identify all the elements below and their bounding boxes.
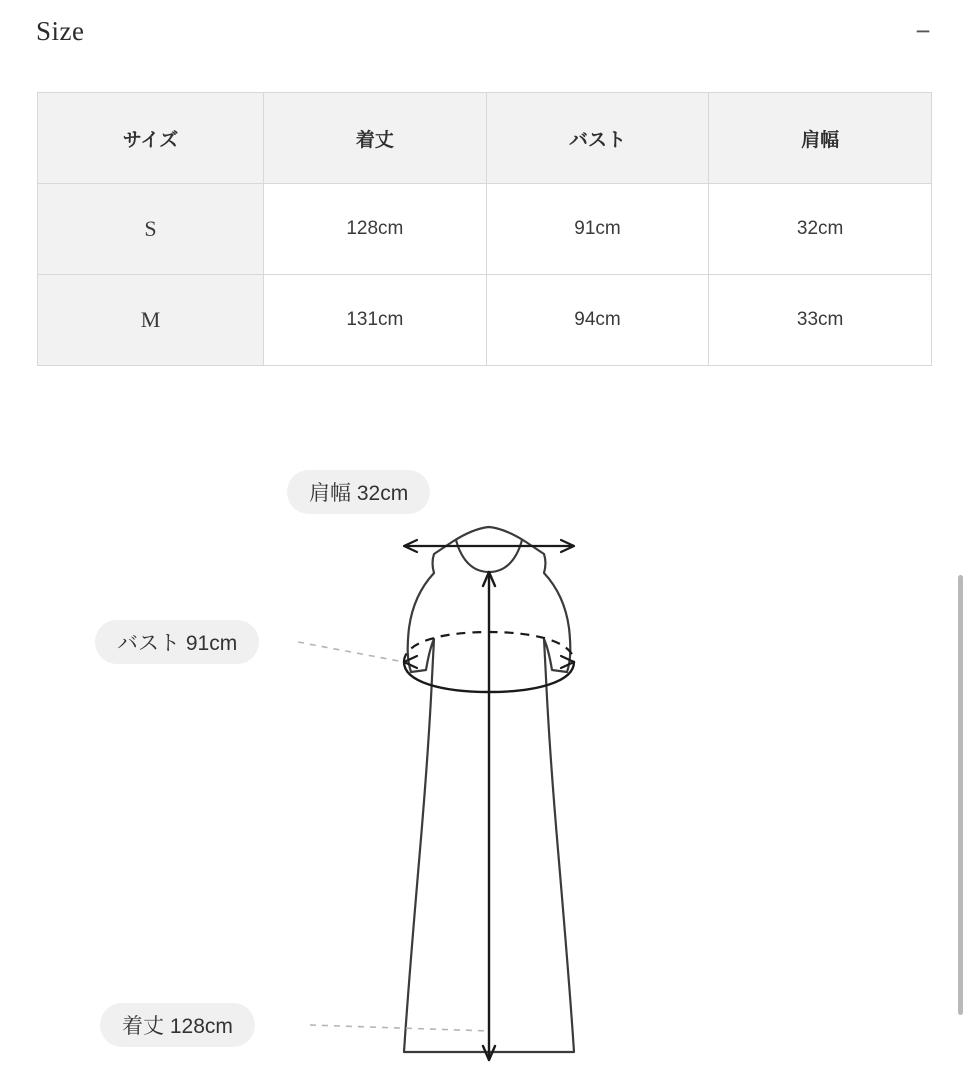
scrollbar-thumb[interactable] — [958, 575, 963, 1015]
callout-shoulder-width: 肩幅 32cm — [287, 470, 430, 514]
cell-length-s: 128cm — [264, 184, 487, 275]
table-row — [38, 275, 932, 366]
cell-shoulder-s: 32cm — [709, 184, 932, 275]
size-table-head — [38, 93, 932, 184]
size-table-body — [38, 184, 932, 366]
size-section-header — [0, 0, 970, 62]
minus-icon[interactable]: − — [915, 16, 931, 46]
column-header-length: 着丈 — [264, 93, 487, 184]
column-header-bust: バスト — [486, 93, 709, 184]
cell-size-s: S — [38, 184, 264, 275]
measurement-diagram — [0, 420, 970, 1080]
column-header-size: サイズ — [38, 93, 264, 184]
cell-bust-m: 94cm — [486, 275, 709, 366]
size-table — [37, 92, 932, 366]
size-table-wrapper — [37, 92, 932, 366]
cell-size-m: M — [38, 275, 264, 366]
column-header-shoulder: 肩幅 — [709, 93, 932, 184]
table-header-row — [38, 93, 932, 184]
dress-illustration-svg — [0, 420, 970, 1080]
table-row — [38, 184, 932, 275]
cell-bust-s: 91cm — [486, 184, 709, 275]
callout-leader-lines — [298, 642, 489, 1031]
shoulder-width-arrow — [404, 540, 574, 552]
cell-shoulder-m: 33cm — [709, 275, 932, 366]
callout-dress-length: 着丈 128cm — [100, 1003, 255, 1047]
cell-length-m: 131cm — [264, 275, 487, 366]
callout-bust: バスト 91cm — [95, 620, 259, 664]
page-title: Size — [36, 15, 85, 46]
dress-length-arrow — [483, 572, 495, 1060]
page-scrollbar[interactable] — [959, 0, 967, 1080]
